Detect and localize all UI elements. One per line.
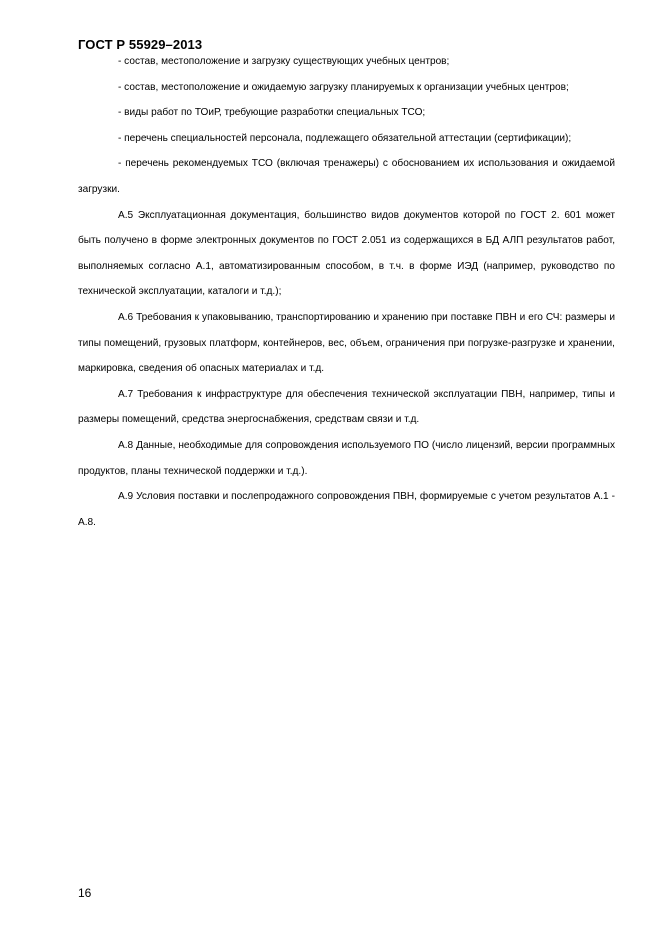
paragraph-a9: А.9 Условия поставки и послепродажного сопровождения ПВН, формируемые с учетом результатов А.1 - А.8. [78,491,615,528]
paragraph-a6: А.6 Требования к упаковыванию, транспортированию и хранению при поставке ПВН и его СЧ: размеры и типы помещений, грузовых платформ, контейнеров, вес, объем, ограничения при погрузке-разгрузке и хранении, маркировка, сведения об опасных материалах и т.д. [78,311,615,375]
list-item-recommended-tso: - перечень рекомендуемых ТСО (включая тренажеры) с обоснованием их использования и ожидаемой загрузки. [78,158,615,195]
document-body [78,49,615,535]
list-item-specialties: - перечень специальностей персонала, подлежащего обязательной аттестации (сертификации); [118,132,572,144]
list-item-work-types: - виды работ по ТОиР, требующие разработки специальных ТСО; [118,107,426,119]
paragraph-a8: А.8 Данные, необходимые для сопровождения используемого ПО (число лицензий, версии программных продуктов, планы технической поддержки и т.д.). [78,439,615,477]
paragraph-a5: А.5 Эксплуатационная документация, большинство видов документов которой по ГОСТ 2. 601 может быть получено в форме электронных документов по ГОСТ 2.051 из содержащихся в БД АЛП результатов работ, выполняемых согласно А.1, автоматизированным способом, в т.ч. в форме ИЭД (например, руководство по технической эксплуатации, каталоги и т.д.); [78,209,615,298]
document-header: ГОСТ Р 55929–2013 [78,37,203,52]
list-item-planned-centers: - состав, местоположение и ожидаемую загрузку планируемых к организации учебных центров; [118,81,569,93]
paragraph-a7: А.7 Требования к инфраструктуре для обеспечения технической эксплуатации ПВН, например, типы и размеры помещений, средства энергоснабжения, средствам связи и т.д. [78,388,615,426]
list-item-existing-centers: - состав, местоположение и загрузку существующих учебных центров; [118,56,450,67]
page-number: 16 [78,886,92,900]
